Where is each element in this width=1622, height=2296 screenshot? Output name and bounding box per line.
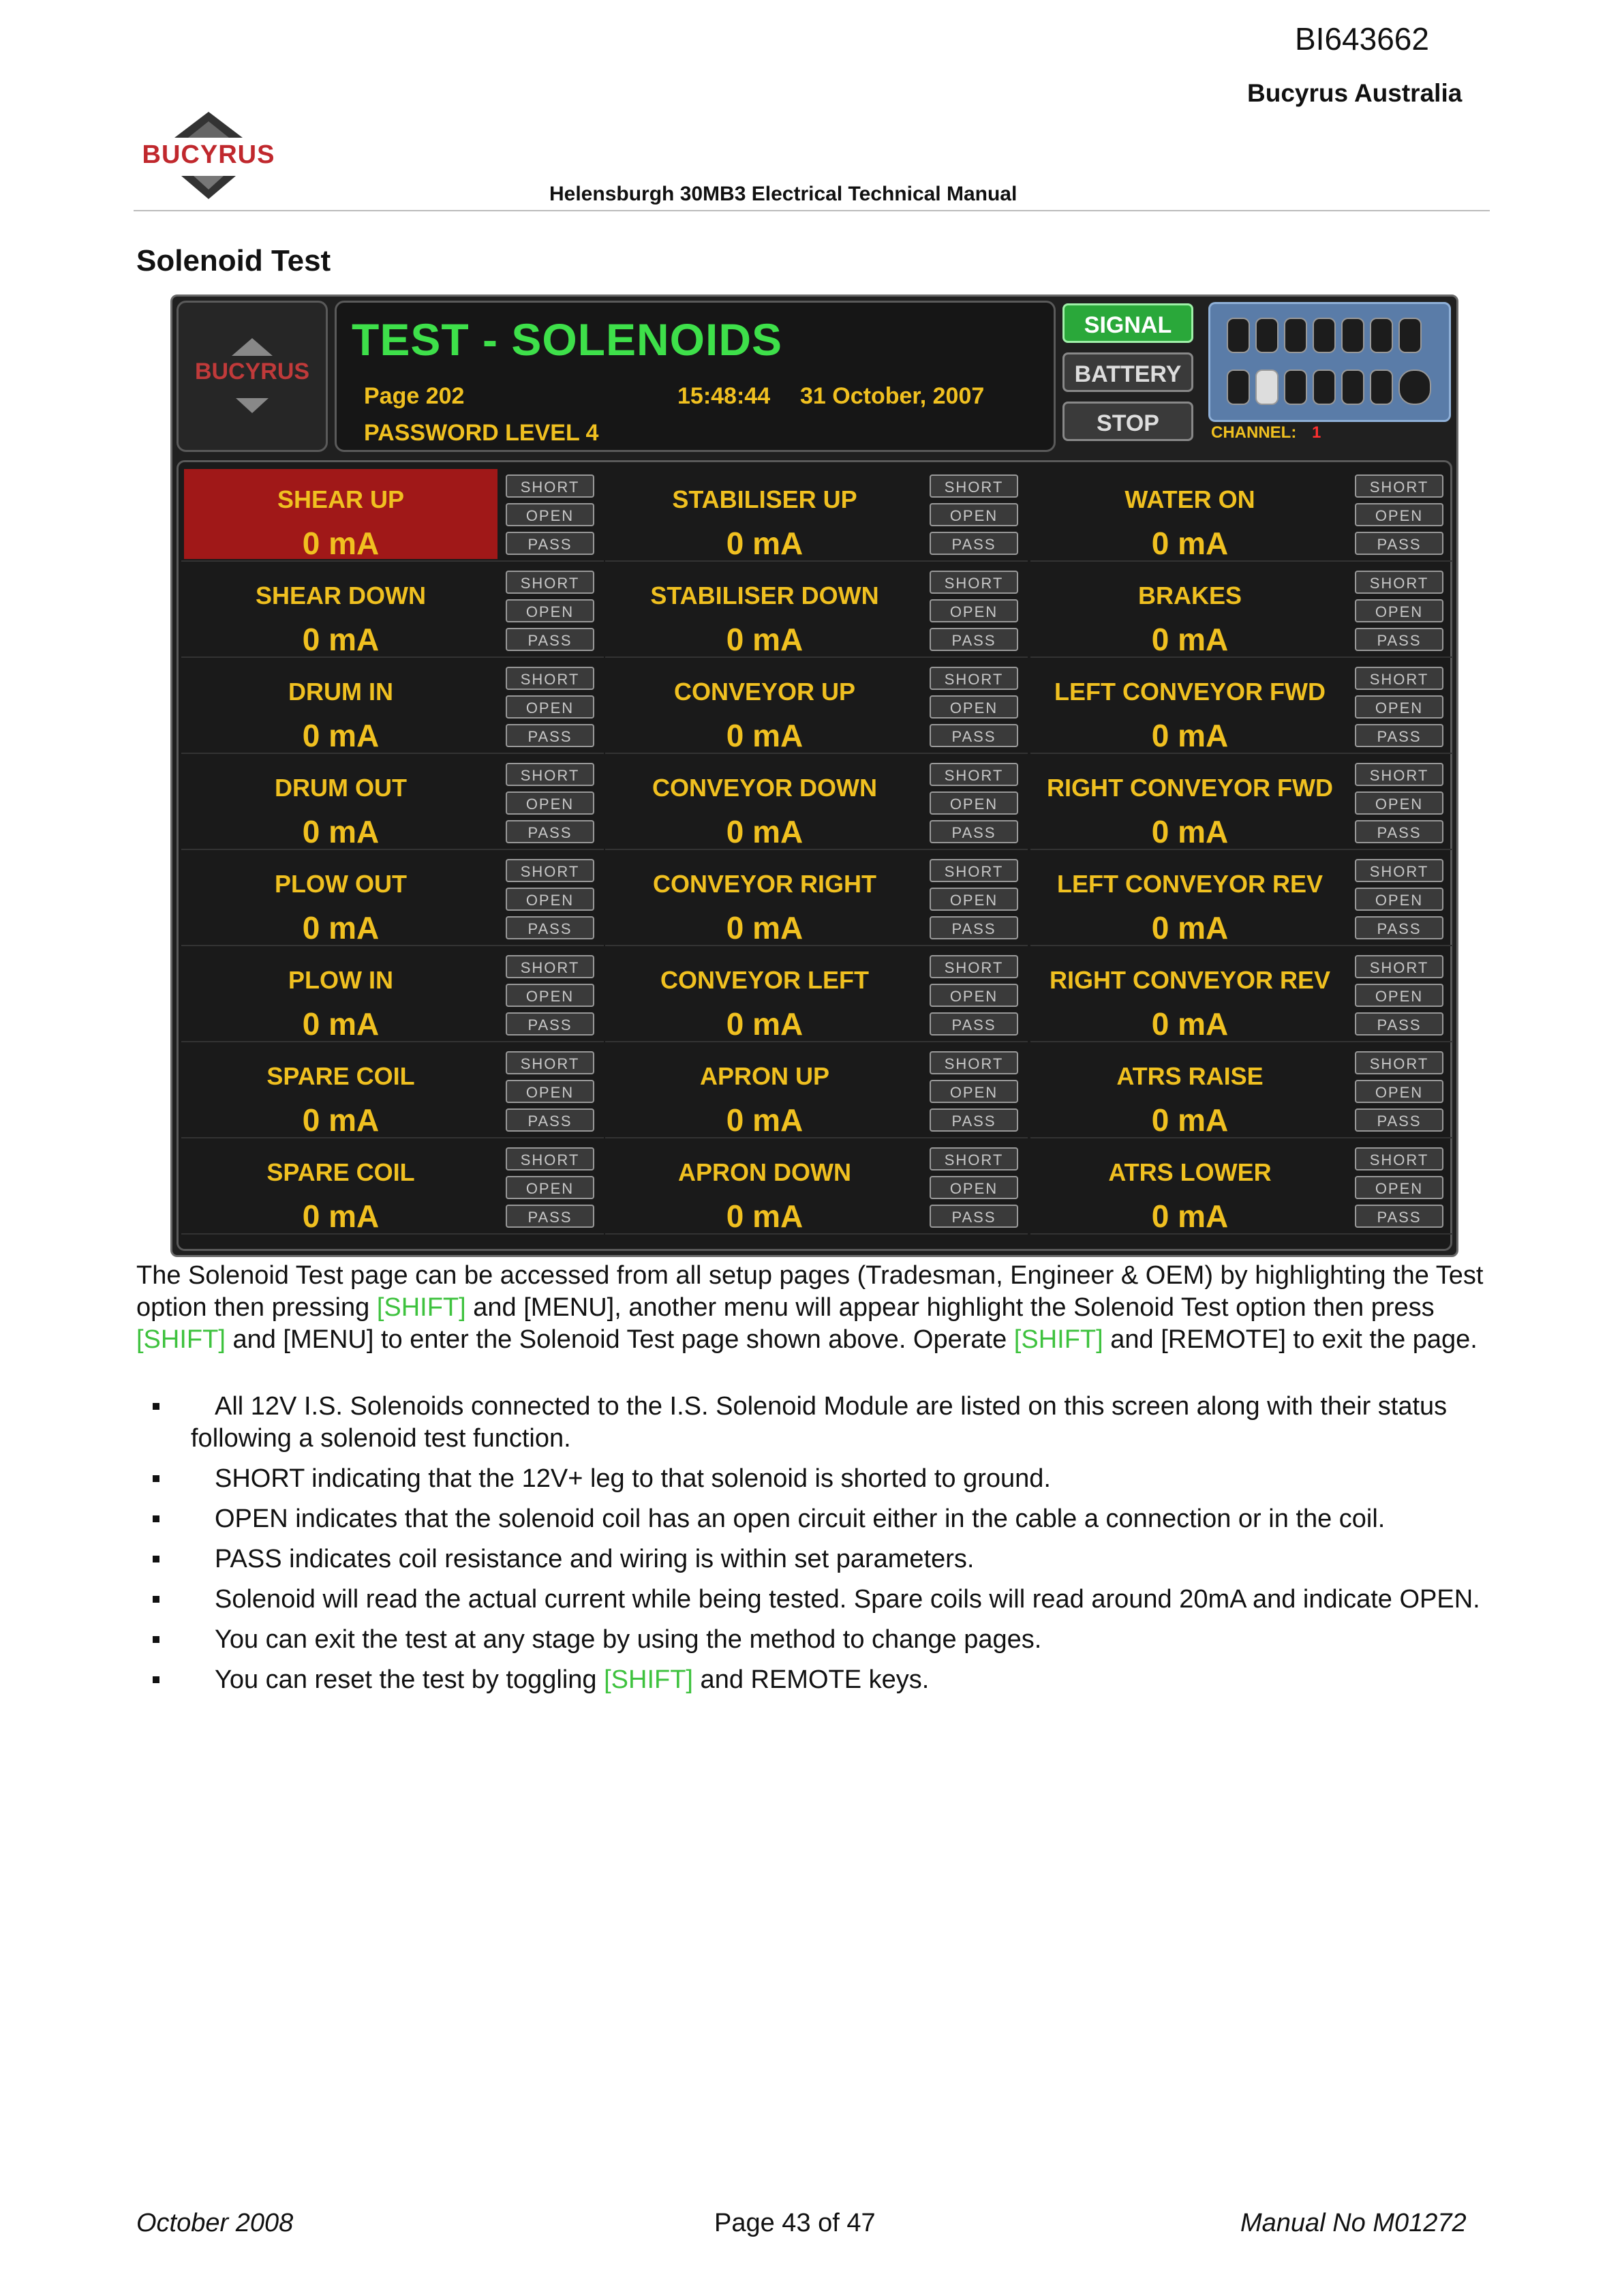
solenoid-cell[interactable] (605, 562, 1028, 658)
status-short-indicator: SHORT (930, 763, 1018, 786)
solenoid-current: 0 mA (302, 622, 380, 657)
solenoid-name: LEFT CONVEYOR FWD (1054, 678, 1326, 706)
status-open-indicator: OPEN (506, 599, 594, 622)
connector-pin-icon (1313, 369, 1336, 405)
status-open-indicator: OPEN (506, 1176, 594, 1199)
footer-date: October 2008 (136, 2209, 294, 2237)
list-item: You can exit the test at any stage by using the method to change pages. (136, 1624, 1493, 1656)
solenoid-name: SHEAR UP (277, 485, 405, 513)
status-open-indicator: OPEN (1355, 984, 1443, 1007)
status-open-indicator: OPEN (1355, 1080, 1443, 1103)
solenoid-name: SHEAR DOWN (256, 581, 426, 609)
solenoid-current: 0 mA (1151, 526, 1229, 561)
status-open-indicator: OPEN (930, 984, 1018, 1007)
solenoid-cell[interactable] (605, 1043, 1028, 1138)
hmi-time: 15:48:44 (677, 383, 771, 409)
status-pass-indicator: PASS (930, 724, 1018, 747)
status-short-indicator: SHORT (1355, 955, 1443, 978)
status-open-indicator: OPEN (1355, 1176, 1443, 1199)
solenoid-label-area (608, 757, 921, 847)
status-open-indicator: OPEN (930, 695, 1018, 719)
solenoid-cell[interactable] (605, 466, 1028, 562)
solenoid-label-area (184, 1046, 498, 1136)
status-open-indicator: OPEN (506, 791, 594, 815)
solenoid-cell[interactable] (181, 947, 604, 1042)
solenoid-label-area (1033, 565, 1347, 655)
hmi-logo (177, 301, 328, 452)
status-short-indicator: SHORT (930, 667, 1018, 690)
solenoid-cell[interactable] (605, 659, 1028, 754)
status-short-indicator: SHORT (1355, 1147, 1443, 1170)
solenoid-label-area (608, 854, 921, 946)
solenoid-current: 0 mA (1151, 1102, 1229, 1138)
status-open-indicator: OPEN (506, 888, 594, 911)
solenoid-cell[interactable] (1030, 851, 1453, 946)
solenoid-current: 0 mA (1151, 1198, 1229, 1234)
solenoid-cell[interactable] (1030, 755, 1453, 850)
solenoid-grid (177, 460, 1452, 1251)
status-pass-indicator: PASS (930, 628, 1018, 651)
hmi-screen (170, 294, 1458, 1257)
solenoid-name: STABILISER UP (672, 485, 857, 513)
status-pass-indicator: PASS (930, 532, 1018, 555)
list-item: All 12V I.S. Solenoids connected to the I.S. Solenoid Module are listed on this screen along with their status following a solenoid test function. (136, 1391, 1493, 1455)
stop-button[interactable]: STOP (1062, 402, 1193, 441)
solenoid-current: 0 mA (302, 814, 380, 849)
solenoid-cell[interactable] (1030, 1043, 1453, 1138)
solenoid-label-area (184, 854, 498, 946)
solenoid-cell[interactable] (1030, 562, 1453, 658)
footer-manual-number: Manual No M01272 (1240, 2209, 1467, 2237)
solenoid-cell[interactable] (181, 562, 604, 658)
solenoid-cell[interactable] (605, 851, 1028, 946)
solenoid-label-area (1033, 950, 1347, 1040)
status-open-indicator: OPEN (1355, 888, 1443, 911)
status-pass-indicator: PASS (506, 532, 594, 555)
solenoid-label-area (608, 661, 921, 751)
solenoid-current: 0 mA (302, 718, 380, 753)
connector-pin-icon (1370, 369, 1393, 405)
status-pass-indicator: PASS (930, 916, 1018, 939)
status-pass-indicator: PASS (506, 724, 594, 747)
para-text: and [MENU], another menu will appear highlight the Solenoid Test option then press (465, 1293, 1435, 1322)
status-open-indicator: OPEN (930, 1176, 1018, 1199)
status-short-indicator: SHORT (506, 1147, 594, 1170)
solenoid-current: 0 mA (726, 910, 804, 946)
status-pass-indicator: PASS (930, 1108, 1018, 1132)
status-short-indicator: SHORT (506, 859, 594, 882)
solenoid-current: 0 mA (726, 526, 804, 561)
solenoid-label-area (1033, 469, 1347, 559)
list-item: You can reset the test by toggling [SHIFT] and REMOTE keys. (136, 1664, 1493, 1696)
connector-pin-icon (1341, 369, 1364, 405)
bullet-list (136, 1391, 1493, 1704)
solenoid-name: CONVEYOR LEFT (660, 966, 870, 994)
solenoid-label-area (608, 950, 921, 1040)
solenoid-label-area (1033, 661, 1347, 751)
status-open-indicator: OPEN (506, 984, 594, 1007)
connector-pin-icon (1227, 318, 1250, 353)
status-short-indicator: SHORT (506, 474, 594, 498)
status-pass-indicator: PASS (1355, 916, 1443, 939)
hmi-logo-text: BUCYRUS (194, 359, 310, 384)
solenoid-label-area (608, 565, 921, 655)
solenoid-name: BRAKES (1137, 581, 1242, 609)
solenoid-label-area (1033, 854, 1347, 946)
solenoid-current: 0 mA (302, 1198, 380, 1234)
shift-key-ref: [SHIFT] (136, 1325, 226, 1354)
status-pass-indicator: PASS (506, 1205, 594, 1228)
battery-button[interactable]: BATTERY (1062, 352, 1193, 392)
hmi-title: TEST - SOLENOIDS (352, 314, 783, 365)
connector-pin-icon (1370, 318, 1393, 353)
status-short-indicator: SHORT (930, 1147, 1018, 1170)
connector-pin-icon (1284, 318, 1307, 353)
solenoid-cell[interactable] (1030, 466, 1453, 562)
status-short-indicator: SHORT (1355, 667, 1443, 690)
hmi-date: 31 October, 2007 (800, 383, 985, 409)
status-pass-indicator: PASS (1355, 628, 1443, 651)
status-open-indicator: OPEN (930, 599, 1018, 622)
status-short-indicator: SHORT (1355, 474, 1443, 498)
status-short-indicator: SHORT (930, 571, 1018, 594)
connector-pin-icon (1284, 369, 1307, 405)
status-open-indicator: OPEN (1355, 599, 1443, 622)
hmi-title-panel (335, 301, 1056, 452)
document-id: BI643662 (1295, 21, 1429, 57)
solenoid-label-area (608, 1142, 921, 1232)
status-open-indicator: OPEN (930, 503, 1018, 526)
para-text: The Solenoid Test page can be accessed from all setup pages (Tradesman, Engineer & OEM) by highlighting the Test option then pressing (136, 1261, 1484, 1322)
status-short-indicator: SHORT (1355, 859, 1443, 882)
solenoid-label-area (1033, 1142, 1347, 1232)
status-pass-indicator: PASS (1355, 820, 1443, 843)
solenoid-current: 0 mA (726, 1102, 804, 1138)
solenoid-label-area (608, 469, 921, 559)
status-short-indicator: SHORT (1355, 571, 1443, 594)
solenoid-cell[interactable] (181, 851, 604, 946)
status-open-indicator: OPEN (1355, 695, 1443, 719)
status-short-indicator: SHORT (506, 1051, 594, 1074)
solenoid-cell[interactable] (181, 466, 604, 562)
solenoid-cell[interactable] (181, 755, 604, 850)
para-text: and [REMOTE] to exit the page. (1103, 1325, 1478, 1354)
solenoid-name: LEFT CONVEYOR REV (1056, 870, 1323, 898)
manual-title: Helensburgh 30MB3 Electrical Technical Manual (549, 183, 1017, 205)
solenoid-cell[interactable] (605, 947, 1028, 1042)
solenoid-current: 0 mA (726, 622, 804, 657)
status-pass-indicator: PASS (506, 916, 594, 939)
shift-key-ref: [SHIFT] (604, 1665, 693, 1694)
solenoid-name: SPARE COIL (266, 1158, 415, 1186)
status-short-indicator: SHORT (506, 763, 594, 786)
solenoid-current: 0 mA (1151, 814, 1229, 849)
shift-key-ref: [SHIFT] (376, 1293, 466, 1322)
status-short-indicator: SHORT (1355, 1051, 1443, 1074)
solenoid-current: 0 mA (302, 1102, 380, 1138)
para-text: and [MENU] to enter the Solenoid Test page shown above. Operate (225, 1325, 1014, 1354)
status-pass-indicator: PASS (506, 628, 594, 651)
status-pass-indicator: PASS (930, 1205, 1018, 1228)
solenoid-cell[interactable] (181, 659, 604, 754)
solenoid-current: 0 mA (726, 718, 804, 753)
solenoid-name: APRON UP (699, 1062, 830, 1090)
logo-text: BUCYRUS (142, 140, 275, 169)
solenoid-name: DRUM OUT (275, 774, 407, 802)
solenoid-current: 0 mA (1151, 718, 1229, 753)
solenoid-cell[interactable] (1030, 947, 1453, 1042)
solenoid-current: 0 mA (302, 526, 380, 561)
solenoid-name: CONVEYOR UP (673, 678, 856, 706)
description-paragraph (136, 1260, 1486, 1356)
channel-label: CHANNEL: (1211, 423, 1297, 442)
solenoid-label-area (184, 565, 498, 655)
solenoid-current: 0 mA (302, 1006, 380, 1042)
solenoid-cell[interactable] (605, 755, 1028, 850)
hmi-header (172, 297, 1456, 459)
solenoid-name: ATRS RAISE (1116, 1062, 1264, 1090)
status-pass-indicator: PASS (930, 820, 1018, 843)
status-open-indicator: OPEN (1355, 503, 1443, 526)
solenoid-label-area (184, 469, 498, 559)
solenoid-current: 0 mA (726, 1198, 804, 1234)
status-pass-indicator: PASS (1355, 1205, 1443, 1228)
solenoid-name: RIGHT CONVEYOR FWD (1047, 774, 1333, 802)
status-short-indicator: SHORT (1355, 763, 1443, 786)
solenoid-current: 0 mA (1151, 622, 1229, 657)
solenoid-name: APRON DOWN (678, 1158, 851, 1186)
connector-pin-selected-icon (1255, 369, 1279, 405)
status-short-indicator: SHORT (506, 571, 594, 594)
list-item: PASS indicates coil resistance and wiring is within set parameters. (136, 1543, 1493, 1575)
status-pass-indicator: PASS (506, 1108, 594, 1132)
solenoid-name: CONVEYOR DOWN (652, 774, 877, 802)
status-pass-indicator: PASS (1355, 1108, 1443, 1132)
solenoid-name: CONVEYOR RIGHT (652, 870, 877, 898)
solenoid-current: 0 mA (726, 1006, 804, 1042)
status-pass-indicator: PASS (1355, 532, 1443, 555)
status-open-indicator: OPEN (506, 695, 594, 719)
bucyrus-logo (134, 108, 284, 203)
hmi-password-level: PASSWORD LEVEL 4 (364, 420, 599, 446)
solenoid-name: ATRS LOWER (1108, 1158, 1272, 1186)
status-open-indicator: OPEN (930, 888, 1018, 911)
solenoid-label-area (1033, 1046, 1347, 1136)
connector-pin-icon (1398, 369, 1431, 405)
status-short-indicator: SHORT (506, 667, 594, 690)
status-pass-indicator: PASS (930, 1012, 1018, 1036)
solenoid-cell[interactable] (605, 1139, 1028, 1235)
status-short-indicator: SHORT (930, 859, 1018, 882)
solenoid-cell[interactable] (1030, 1139, 1453, 1235)
header-divider (134, 210, 1490, 211)
status-short-indicator: SHORT (930, 955, 1018, 978)
solenoid-name: SPARE COIL (266, 1062, 415, 1090)
connector-pin-icon (1398, 318, 1422, 353)
hmi-page-number: Page 202 (364, 383, 465, 409)
status-open-indicator: OPEN (1355, 791, 1443, 815)
signal-button[interactable]: SIGNAL (1062, 303, 1193, 343)
status-short-indicator: SHORT (930, 1051, 1018, 1074)
solenoid-name: PLOW IN (288, 966, 393, 994)
connector-pin-icon (1255, 318, 1279, 353)
solenoid-current: 0 mA (726, 814, 804, 849)
shift-key-ref: [SHIFT] (1013, 1325, 1103, 1354)
solenoid-name: STABILISER DOWN (650, 581, 879, 609)
solenoid-cell[interactable] (181, 1139, 604, 1235)
solenoid-name: RIGHT CONVEYOR REV (1049, 966, 1331, 994)
solenoid-name: DRUM IN (288, 678, 393, 706)
channel-value: 1 (1312, 423, 1321, 442)
list-item: OPEN indicates that the solenoid coil has an open circuit either in the cable a connection or in the coil. (136, 1503, 1493, 1535)
status-open-indicator: OPEN (930, 791, 1018, 815)
status-pass-indicator: PASS (506, 820, 594, 843)
solenoid-label-area (608, 1046, 921, 1136)
status-pass-indicator: PASS (506, 1012, 594, 1036)
status-open-indicator: OPEN (506, 503, 594, 526)
company-name: Bucyrus Australia (1247, 79, 1463, 107)
solenoid-label-area (184, 661, 498, 751)
status-short-indicator: SHORT (930, 474, 1018, 498)
list-item: SHORT indicating that the 12V+ leg to that solenoid is shorted to ground. (136, 1463, 1493, 1495)
status-pass-indicator: PASS (1355, 1012, 1443, 1036)
solenoid-label-area (1033, 757, 1347, 847)
connector-pin-icon (1341, 318, 1364, 353)
solenoid-current: 0 mA (1151, 1006, 1229, 1042)
solenoid-cell[interactable] (181, 1043, 604, 1138)
solenoid-label-area (184, 950, 498, 1040)
channel-connector-graphic (1208, 302, 1451, 422)
solenoid-current: 0 mA (302, 910, 380, 946)
connector-pin-icon (1227, 369, 1250, 405)
connector-pin-icon (1313, 318, 1336, 353)
solenoid-name: WATER ON (1124, 485, 1255, 513)
list-item: Solenoid will read the actual current while being tested. Spare coils will read around 20mA and indicate OPEN. (136, 1584, 1493, 1616)
solenoid-label-area (184, 1142, 498, 1232)
footer-page-number: Page 43 of 47 (714, 2209, 876, 2237)
status-open-indicator: OPEN (930, 1080, 1018, 1103)
status-pass-indicator: PASS (1355, 724, 1443, 747)
solenoid-current: 0 mA (1151, 910, 1229, 946)
solenoid-cell[interactable] (1030, 659, 1453, 754)
status-short-indicator: SHORT (506, 955, 594, 978)
solenoid-name: PLOW OUT (275, 870, 407, 898)
section-title: Solenoid Test (136, 244, 331, 277)
solenoid-label-area (184, 757, 498, 847)
status-open-indicator: OPEN (506, 1080, 594, 1103)
